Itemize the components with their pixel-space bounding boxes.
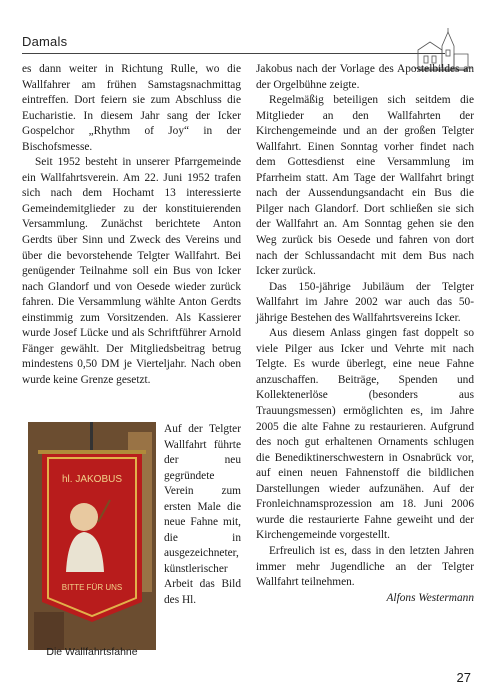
header-rule (22, 53, 445, 54)
banner-photo (28, 422, 156, 650)
figure-wrap-text (164, 422, 241, 609)
paragraph: Regelmäßig beteiligen sich seitdem die Mitglieder an den Wallfahrten der Kirchengemeinde und an der großen Telgter Wallfahrt. Einen Sonntag vorher findet nach dem Gottesdienst eine Versammlung im Pfarrheim statt. Am Tage der Wallfahrt bringt nach der Aussendungsandacht ein Bus die Pilger nach Glandorf. Dort schließen sie sich der Wallfahrt an. Am Sonntag gehen sie den Weg zurück bis Oesede und fahren von dort nach der Schlussandacht mit dem Bus nach Icker zurück. (256, 94, 474, 278)
figure-caption: Die Wallfahrtsfahne (46, 646, 138, 658)
running-header: Damals (22, 34, 68, 49)
paragraph: es dann weiter in Richtung Rulle, wo die Wallfahrer am frühen Samstagsnachmittag eintreffen. Dort feiern sie zum Abschluss die Eucharistie. In diesem Jahr sang der Icker Gospelchor „Rhythm of Joy“ in der Bischofsmesse. (22, 63, 241, 153)
page-number: 27 (456, 670, 471, 685)
paragraph: Aus diesem Anlass gingen fast doppelt so viele Pilger aus Icker und Vehrte mit nach Telgte. Es wurde überlegt, eine neue Fahne anzuschaffen. Beiträge, Spenden und Kollektenerlöse (besonders aus Trauungsmessen) ermöglichten es, im Jahre 2005 die alte Fahne zu restaurieren. Aufgrund des noch gut erhaltenen Ornaments schlugen die Benediktinerschwestern in Osnabrück vor, auf einen neuen Fahnenstoff die bildlichen Darstellungen wieder aufzunähen. Auf der Fronleichnamsprozession am 18. Juni 2006 wurde die restaurierte Fahne geweiht und der Kirchengemeinde vorgestellt. (256, 327, 474, 542)
banner-bottom-text: BITTE FÜR UNS (61, 583, 123, 592)
paragraph: Erfreulich ist es, dass in den letzten Jahren immer mehr Jugendliche an der Telgter Wallfahrt teilnehmen. (256, 544, 474, 589)
banner-top-text: hl. JAKOBUS (61, 474, 123, 485)
left-column (22, 62, 241, 388)
paragraph: Auf der Telgter Wallfahrt führte der neu gegründete Verein zum ersten Male die neue Fahne mit, die in ausgezeichneter, künstlerischer Arbeit das Bild des Hl. (164, 423, 241, 607)
paragraph: Jakobus nach der Vorlage des Apostelbildes an der Orgelbühne zeigte. (256, 63, 474, 91)
right-column (256, 62, 474, 606)
author-signature: Alfons Westermann (386, 591, 474, 604)
paragraph: Seit 1952 besteht in unserer Pfarrgemeinde ein Wallfahrtsverein. Am 22. Juni 1952 trafen sich nach dem Hochamt 13 interessierte Gemeindemitglieder zu der konstituierenden Versammlung. Zunächst berichtete Anton Gerdts über Sinn und Zweck des Vereins und über die bevorstehende Telgter Wallfahrt. Bei genügender Teilnahme soll ein Bus von Icker nach Glandorf und von Oesede wieder zurück fahren. Die Versammlung wählte Anton Gerdts einstimmig zum Vorsitzenden. Als Kassierer wurde Josef Lücke und als Schriftführer Arnold Fänger gewählt. Der Mitgliedsbeitrag betrug mindestens 0,50 DM je Vierteljahr. Nach oben wurde keine Grenze gesetzt. (22, 156, 241, 386)
paragraph: Das 150-jährige Jubiläum der Telgter Wallfahrt im Jahre 2002 war auch das 50-jährige Bestehen des Wallfahrtsvereins Icker. (256, 280, 474, 324)
